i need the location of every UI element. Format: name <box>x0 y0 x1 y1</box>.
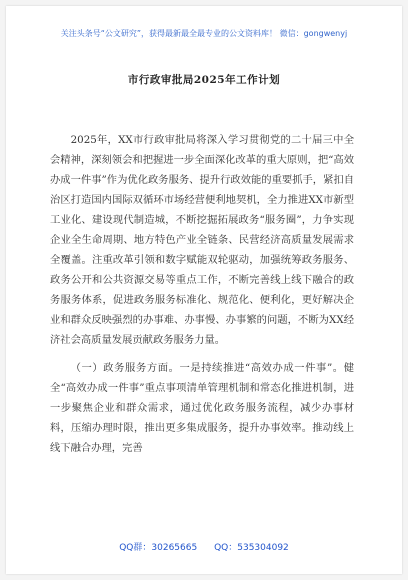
document-body <box>50 130 354 458</box>
document-page <box>6 6 402 574</box>
paragraph: 2025年，XX市行政审批局将深入学习贯彻党的二十届三中全会精神，深刻领会和把握进一步全面深化改革的重大原则，把“高效办成一件事”作为优化政务服务、提升行政效能的重要抓手，紧扣自治区打造国内国际双循环市场经营便利地契机，全力推进XX市新型工业化、建设现代制造城，不断挖掘拓展政务“服务圈”，力争实现企业全生命周期、地方特色产业全链条、民营经济高质量发展需求全覆盖。注重改革引领和数字赋能双轮驱动，加强统筹政务服务、政务公开和公共资源交易等重点工作，不断完善线上线下融合的政务服务体系，促进政务服务标准化、规范化、便利化，更好解决企业和群众反映强烈的办事难、办事慢、办事繁的问题，不断为XX经济社会高质量发展贡献政务服务力量。 <box>50 134 354 346</box>
footer-banner <box>6 540 402 553</box>
paragraph: （一）政务服务方面。一是持续推进“高效办成一件事”。健全“高效办成一件事”重点事项清单管理机制和常态化推进机制，进一步聚焦企业和群众需求，通过优化政务服务流程，减少办事材料，压缩办理时限，推出更多集成服务，提升办事效率。推动线上线下融合办理，完善 <box>50 362 354 454</box>
header-banner: 关注头条号“公文研究”，获得最新最全最专业的公文资料库！ 微信：gongwenyj <box>60 29 348 38</box>
document-title: 市行政审批局2025年工作计划 <box>127 74 281 86</box>
footer-qq-group: QQ群：30265665 <box>119 543 198 553</box>
footer-qq-contact: QQ：535304092 <box>214 543 289 553</box>
